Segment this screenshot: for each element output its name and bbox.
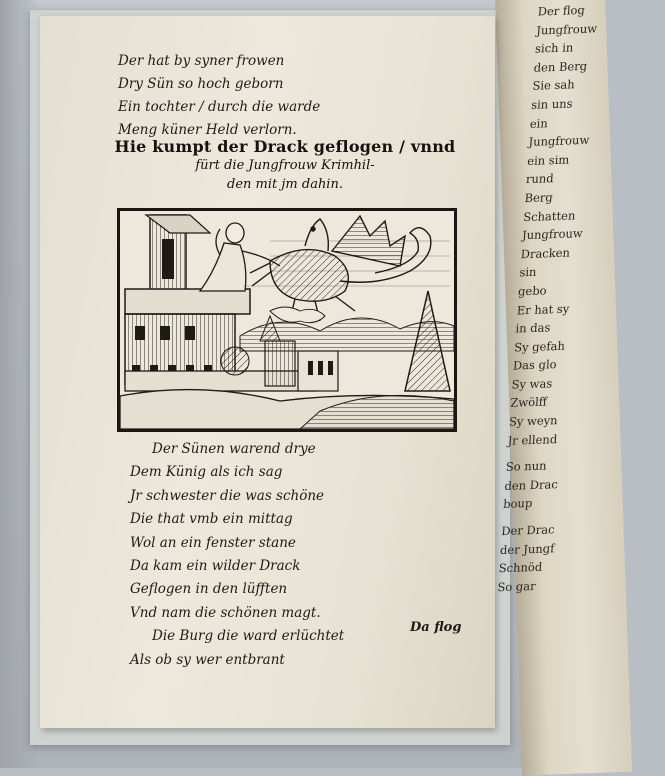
facing-line: ein bbox=[529, 115, 549, 131]
intro-line: Meng küner Held verlorn. bbox=[118, 122, 297, 138]
facing-line: Schatten bbox=[522, 207, 576, 224]
verse-line: Der Sünen warend drye bbox=[152, 441, 316, 457]
heading-title: Hie kumpt der Drack geflogen / vnnd bbox=[114, 137, 456, 156]
facing-line: gebo bbox=[517, 283, 548, 299]
verse-line: Jr schwester die was schöne bbox=[130, 487, 325, 504]
verse-line: Vnd nam die schönen magt. bbox=[130, 604, 321, 621]
facing-line: Sy was bbox=[511, 376, 553, 392]
chapter-heading bbox=[100, 137, 470, 194]
facing-line: den Drac bbox=[504, 476, 559, 493]
facing-line: Er hat sy bbox=[516, 301, 570, 317]
facing-line: Sy gefah bbox=[513, 338, 566, 355]
intro-line: Der hat by syner frowen bbox=[118, 53, 285, 69]
facing-line: Sy weyn bbox=[508, 413, 559, 429]
facing-line: der Jungf bbox=[499, 540, 555, 557]
facing-line: den Berg bbox=[533, 58, 588, 75]
intro-verse bbox=[118, 50, 320, 142]
main-verse bbox=[130, 438, 344, 672]
verse-line: Die that vmb ein mittag bbox=[130, 511, 293, 528]
dragon-woodcut-illustration bbox=[117, 208, 457, 432]
verse-line: Geflogen in den lüfften bbox=[130, 581, 288, 598]
facing-line: sin uns bbox=[530, 96, 574, 112]
verse-line: Da kam ein wilder Drack bbox=[130, 558, 301, 575]
facing-line: sich in bbox=[534, 40, 574, 56]
facing-line: So nun bbox=[505, 458, 548, 475]
facing-line: Jungfrouw bbox=[528, 132, 590, 150]
facing-page bbox=[495, 0, 632, 776]
woodcut-image bbox=[120, 211, 454, 429]
facing-line: Der flog bbox=[537, 2, 586, 19]
facing-line: Jungfrouw bbox=[535, 21, 598, 38]
intro-line: Ein tochter / durch die warde bbox=[118, 99, 321, 115]
facing-line: So gar bbox=[497, 578, 537, 595]
facing-line: in das bbox=[515, 320, 551, 336]
facing-line: boup bbox=[502, 496, 533, 512]
verse-line: Die Burg die ward erlüchtet bbox=[152, 628, 345, 645]
facing-line: sin bbox=[519, 265, 537, 280]
intro-line: Dry Sün so hoch geborn bbox=[118, 76, 284, 92]
facing-line: Jr ellend bbox=[507, 431, 558, 448]
facing-page-text bbox=[497, 0, 638, 597]
facing-line: Jungfrouw bbox=[521, 226, 584, 243]
facing-line: ein sim bbox=[526, 152, 570, 168]
facing-line: Dracken bbox=[520, 245, 571, 261]
facing-line: Zwölff bbox=[509, 394, 548, 411]
verse-line: Wol an ein fenster stane bbox=[130, 534, 296, 551]
catchword: Da flog bbox=[410, 620, 462, 635]
verse-line: Als ob sy wer entbrant bbox=[130, 651, 285, 668]
facing-line: rund bbox=[525, 171, 555, 187]
facing-line: Berg bbox=[524, 190, 554, 206]
facing-line: Schnöd bbox=[498, 559, 543, 576]
facing-line: Der Drac bbox=[500, 522, 556, 539]
verse-line: Dem Künig als ich sag bbox=[130, 464, 283, 481]
heading-line: fürt die Jungfrouw Krimhil- bbox=[195, 158, 375, 173]
heading-line: den mit jm dahin. bbox=[227, 177, 343, 192]
facing-line: Das glo bbox=[512, 357, 558, 373]
facing-line: Sie sah bbox=[532, 77, 576, 94]
